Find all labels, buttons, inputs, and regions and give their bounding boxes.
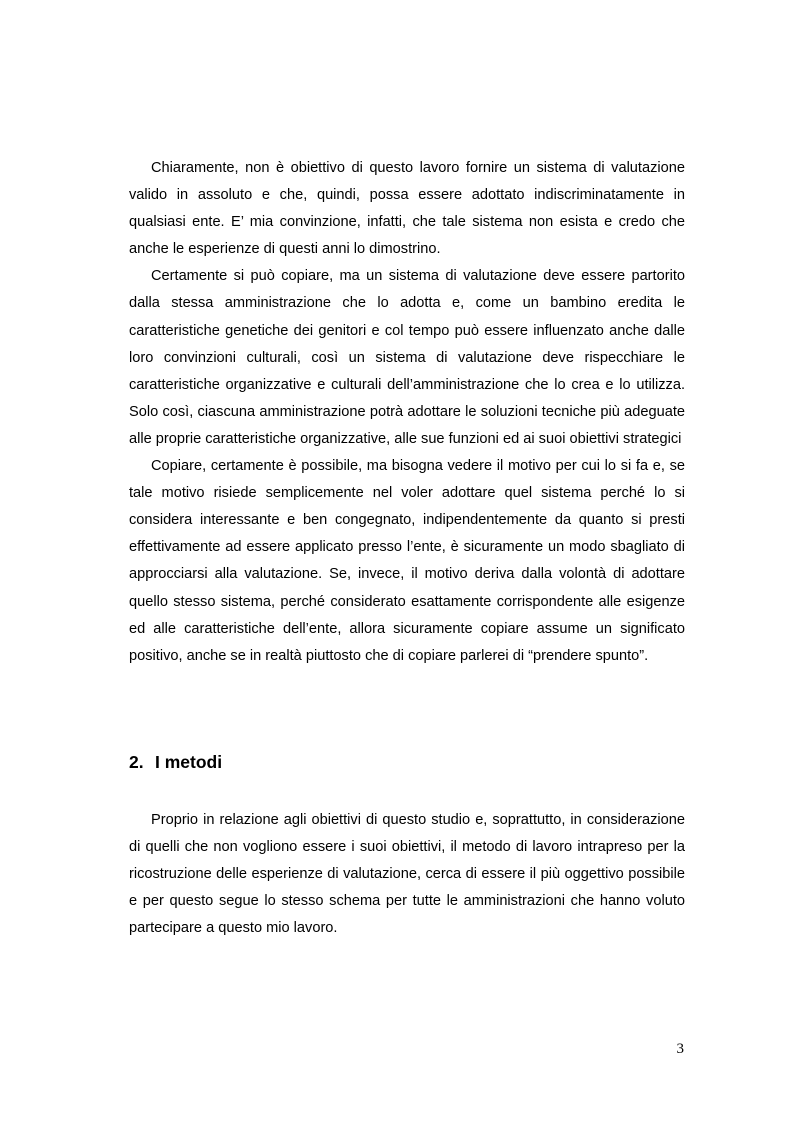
methods-text-block — [129, 807, 685, 942]
paragraph: Chiaramente, non è obiettivo di questo lavoro fornire un sistema di valutazione valido in assoluto e che, quindi, possa essere adottato indiscriminatamente in qualsiasi ente. E’ mia convinzione, infatti, che tale sistema non esista e credo che anche le esperienze di questi anni lo dimostrino. — [129, 160, 685, 258]
section-title: I metodi — [155, 752, 223, 772]
section-number: 2. — [129, 752, 144, 772]
paragraph: Copiare, certamente è possibile, ma bisogna vedere il motivo per cui lo si fa e, se tale motivo risiede semplicemente nel voler adottare quel sistema perché lo si considera interessante e ben congegnato, indipendentemente da quanto si presti effettivamente ad essere applicato presso l’ente, è sicuramente un modo sbagliato di approcciarsi alla valutazione. Se, invece, il motivo deriva dalla volontà di adottare quello stesso sistema, perché considerato esattamente corrispondente alle esigenze ed alle caratteristiche dell’ente, allora sicuramente copiare assume un significato positivo, anche se in realtà piuttosto che di copiare parlerei di “prendere spunto”. — [129, 458, 685, 664]
paragraph: Certamente si può copiare, ma un sistema di valutazione deve essere partorito dalla stessa amministrazione che lo adotta e, come un bambino eredita le caratteristiche genetiche dei genitori e col tempo può essere influenzato anche dalle loro convinzioni culturali, così un sistema di valutazione deve rispecchiare le caratteristiche organizzative e culturali dell’amministrazione che lo crea e lo utilizza. Solo così, ciascuna amministrazione potrà adottare le soluzioni tecniche più adeguate alle proprie caratteristiche organizzative, alle sue funzioni ed ai suoi obiettivi strategici — [129, 268, 685, 447]
paragraph: Proprio in relazione agli obiettivi di questo studio e, soprattutto, in considerazione di quelli che non vogliono essere i suoi obiettivi, il metodo di lavoro intrapreso per la ricostruzione delle esperienze di valutazione, cerca di essere il più oggettivo possibile e per questo segue lo stesso schema per tutte le amministrazioni che hanno voluto partecipare a questo mio lavoro. — [129, 812, 685, 937]
page-number: 3 — [676, 1041, 684, 1057]
intro-text-block — [129, 155, 685, 670]
section-heading — [129, 750, 222, 774]
